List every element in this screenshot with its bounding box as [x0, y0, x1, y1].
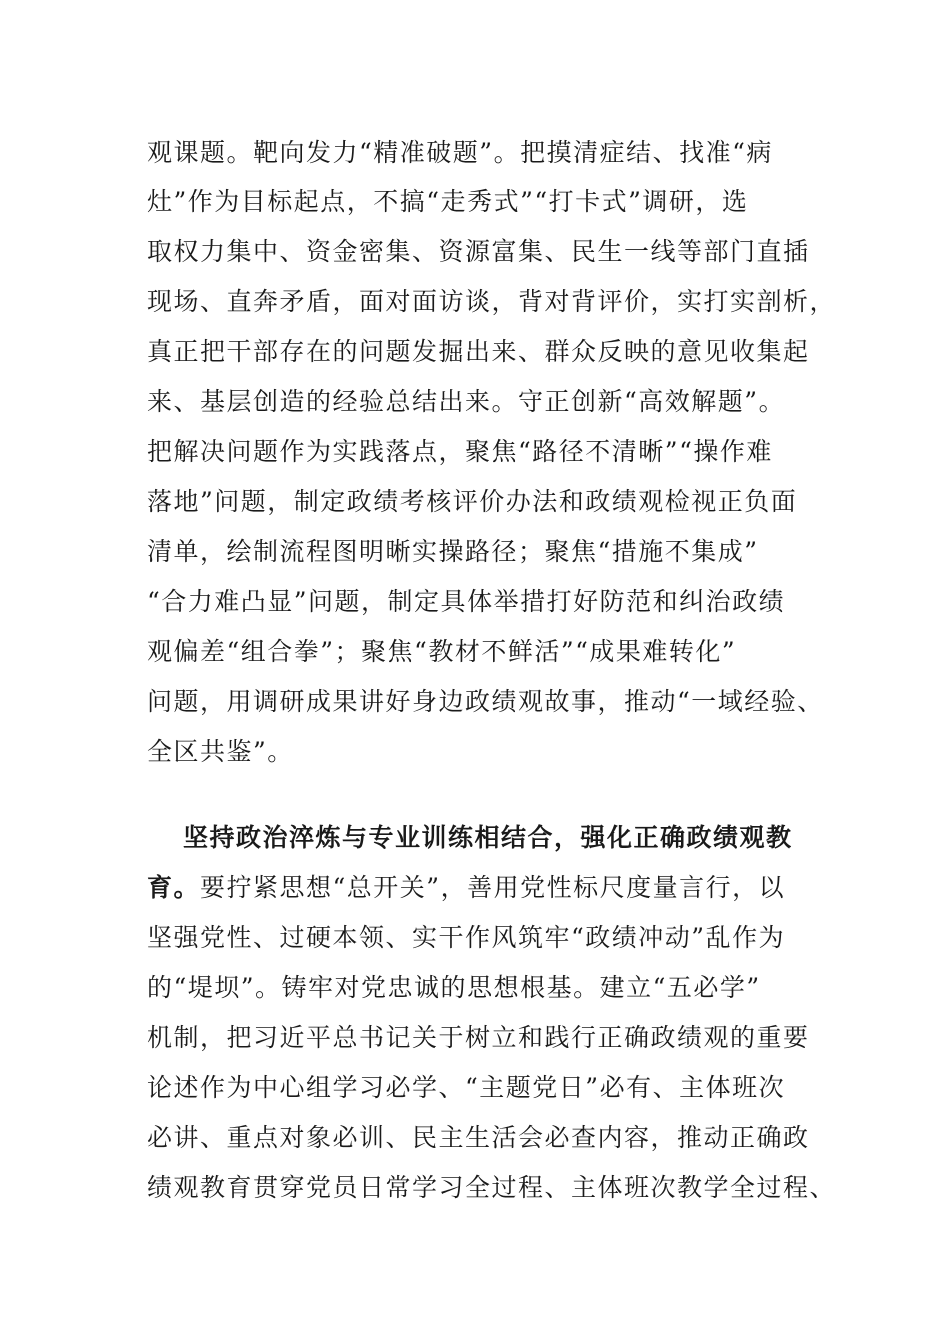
- body-text-line: 机制，把习近平总书记关于树立和践行正确政绩观的重要: [147, 1023, 810, 1052]
- body-text-line: 灶”作为目标起点，不搞“走秀式”“打卡式”调研，选: [147, 187, 749, 216]
- body-text-line: [147, 872, 807, 904]
- body-text-line: 把解决问题作为实践落点，聚焦“路径不清晰”“操作难: [147, 437, 773, 466]
- body-text-line: 的“堤坝”。铸牢对党忠诚的思想根基。建立“五必学”: [147, 973, 761, 1002]
- body-text-line: 来、基层创造的经验总结出来。守正创新“高效解题”。: [147, 387, 786, 416]
- body-text-line: 问题，用调研成果讲好身边政绩观故事，推动“一域经验、: [147, 687, 824, 716]
- body-text-line: 现场、直奔矛盾，面对面访谈，背对背评价，实打实剖析，: [147, 287, 837, 316]
- section-heading-end: 育。: [147, 873, 201, 902]
- body-text-line: 论述作为中心组学习必学、“主题党日”必有、主体班次: [147, 1073, 786, 1102]
- body-text-line: 观课题。靶向发力“精准破题”。把摸清症结、找准“病: [147, 138, 773, 167]
- body-text-line: 必讲、重点对象必训、民主生活会必查内容，推动正确政: [147, 1123, 810, 1152]
- section-heading: 坚持政治淬炼与专业训练相结合，强化正确政绩观教: [183, 823, 793, 852]
- body-text-line: 取权力集中、资金密集、资源富集、民生一线等部门直插: [147, 237, 810, 266]
- body-text-line: 绩观教育贯穿党员日常学习全过程、主体班次教学全过程、: [147, 1173, 837, 1202]
- body-text-line: 落地”问题，制定政绩考核评价办法和政绩观检视正负面: [147, 487, 798, 516]
- body-text-span: 要拧紧思想“总开关”，善用党性标尺度量言行，以: [200, 873, 786, 902]
- body-text-line: 真正把干部存在的问题发掘出来、群众反映的意见收集起: [147, 337, 810, 366]
- body-text-line: 观偏差“组合拳”；聚焦“教材不鲜活”“成果难转化”: [147, 637, 737, 666]
- body-text-line: 全区共鉴”。: [147, 737, 294, 766]
- body-text-line: “合力难凸显”问题，制定具体举措打好防范和纠治政绩: [147, 587, 786, 616]
- body-text-line: 清单，绘制流程图明晰实操路径；聚焦“措施不集成”: [147, 537, 759, 566]
- body-text-line: 坚强党性、过硬本领、实干作风筑牢“政绩冲动”乱作为: [147, 923, 786, 952]
